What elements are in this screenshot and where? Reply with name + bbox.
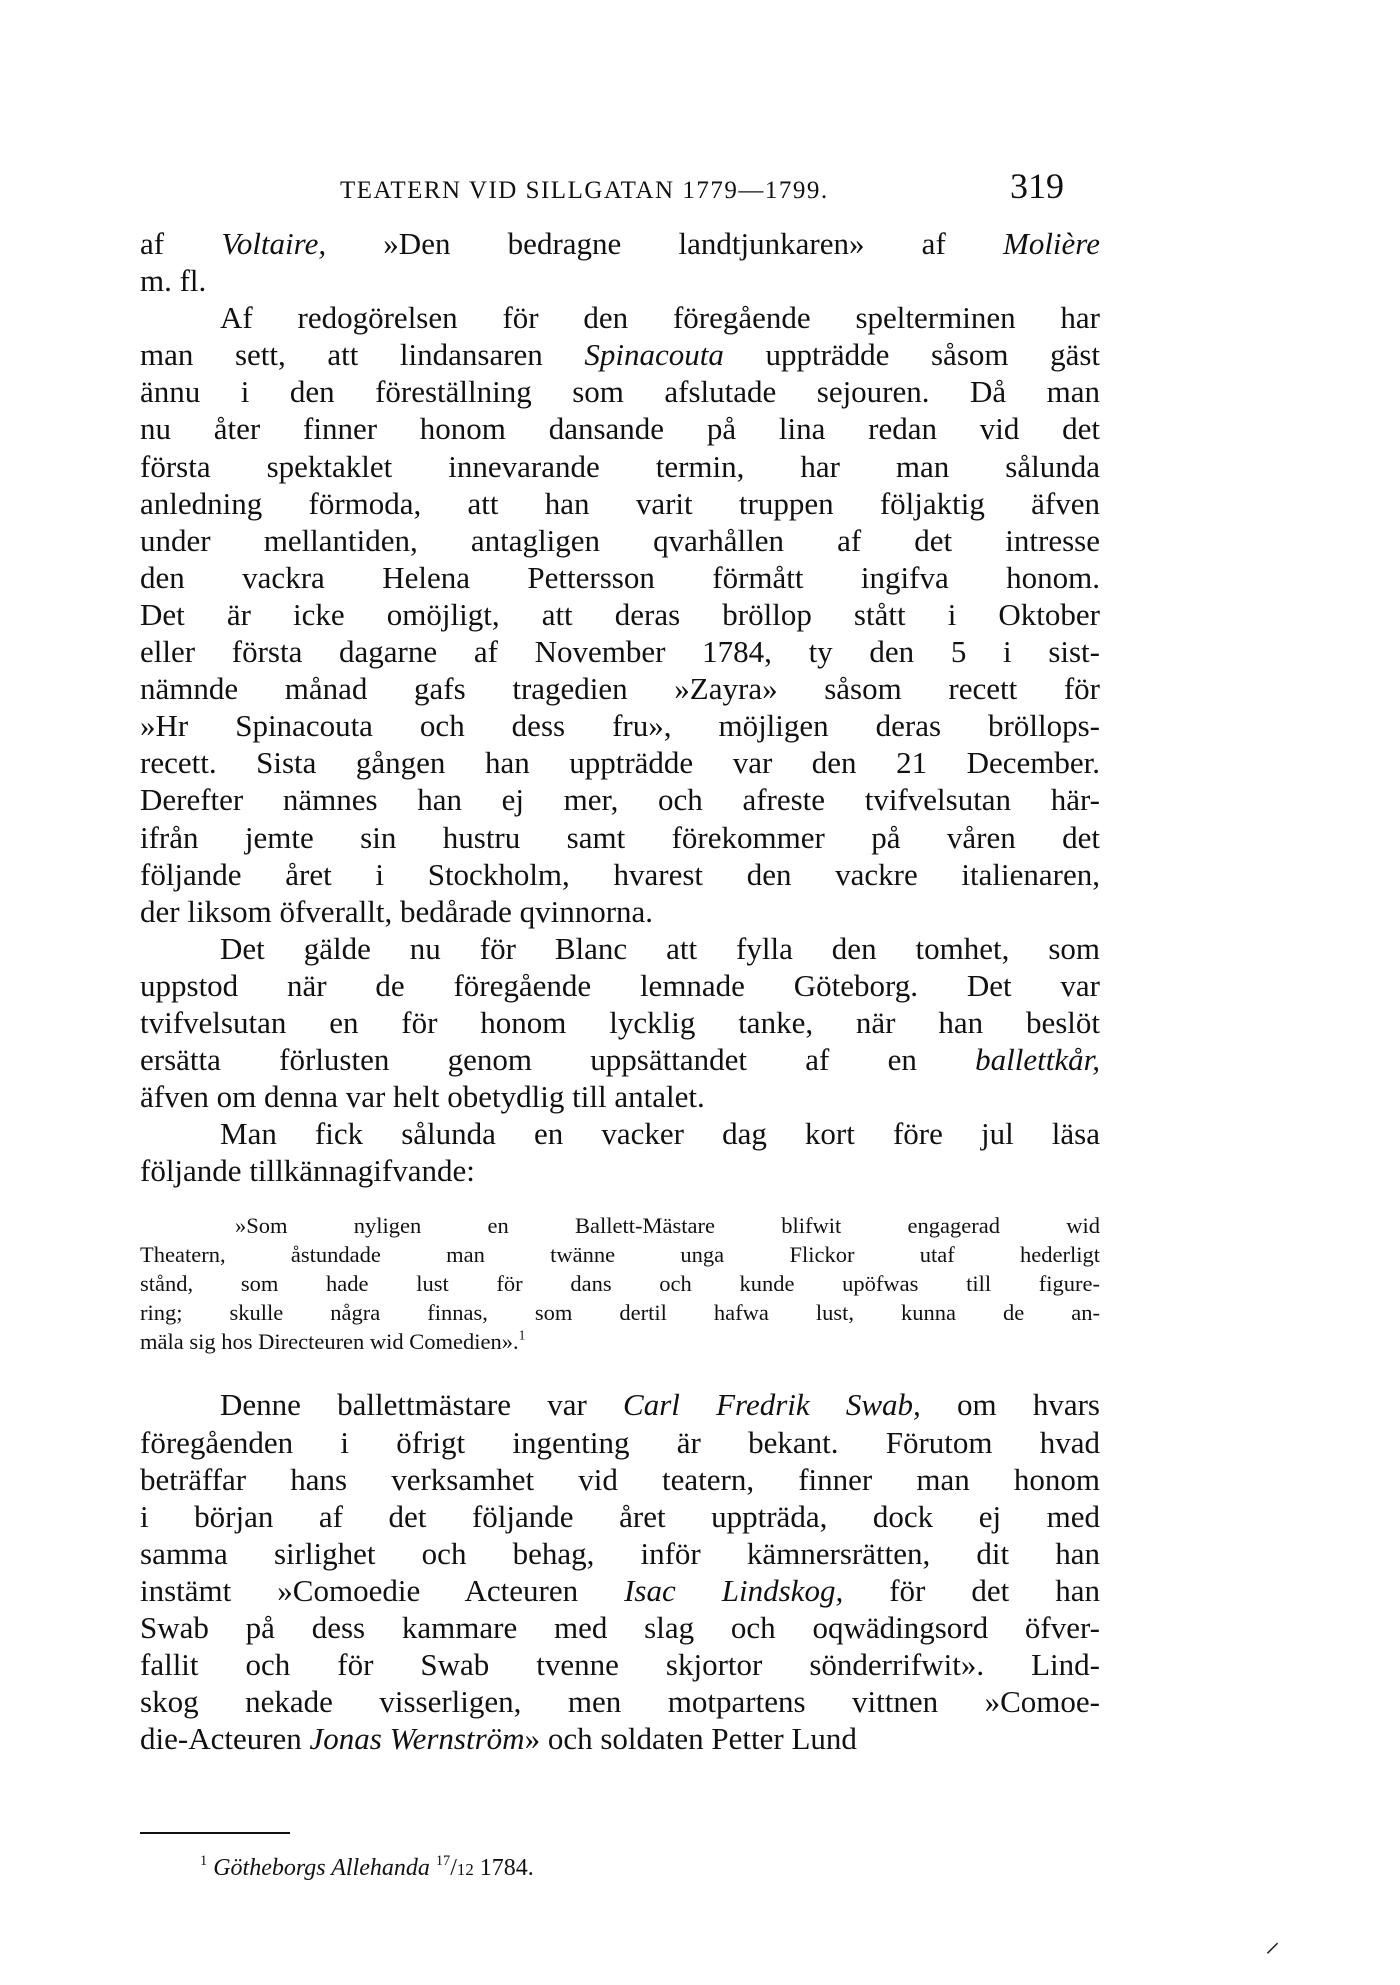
text-line: skog nekade visserligen, men motpartens vittnen »Comoe-	[140, 1684, 1100, 1720]
italic-name: ballettkår,	[975, 1042, 1100, 1078]
italic-name: Jonas Wernström	[309, 1721, 525, 1757]
paragraph-3	[140, 930, 1100, 1115]
text-line: den vackra Helena Pettersson förmått ingifva honom.	[140, 559, 1100, 595]
text-line: stånd, som hade lust för dans och kunde upöfwas till figure-	[140, 1271, 1100, 1297]
text-line: ring; skulle några finnas, som dertil hafwa lust, kunna de an-	[140, 1300, 1100, 1326]
text-line: följande året i Stockholm, hvarest den vackre italienaren,	[140, 856, 1100, 892]
italic-name: Voltaire,	[221, 226, 327, 261]
text-line: Denne ballettmästare var Carl Fredrik Swab, om hvars	[220, 1387, 1100, 1423]
text-line: Det gälde nu för Blanc att fylla den tomhet, som	[220, 930, 1100, 966]
text-line: föregåenden i öfrigt ingenting är bekant. Förutom hvad	[140, 1424, 1100, 1460]
text-line: Det är icke omöjligt, att deras bröllop stått i Oktober	[140, 596, 1100, 632]
paragraph-1	[140, 225, 1100, 299]
running-title: TEATERN VID SILLGATAN 1779—1799.	[340, 177, 829, 204]
text-line: under mellantiden, antagligen qvarhållen af det intresse	[140, 522, 1100, 558]
footnote-rule	[140, 1832, 290, 1834]
text-line: ifrån jemte sin hustru samt förekommer på våren det	[140, 819, 1100, 855]
text-line: första spektaklet innevarande termin, har man sålunda	[140, 448, 1100, 484]
text-line: nämnde månad gafs tragedien »Zayra» såsom recett för	[140, 671, 1100, 707]
block-quote-announcement	[140, 1211, 1100, 1356]
text-line: Theatern, åstundade man twänne unga Flickor utaf hederligt	[140, 1242, 1100, 1268]
text-line: fallit och för Swab tvenne skjortor sönderrifwit». Lind-	[140, 1647, 1100, 1683]
page-content	[140, 165, 1100, 1757]
text-line: eller första dagarne af November 1784, ty den 5 i sist-	[140, 634, 1100, 670]
text-line: instämt »Comoedie Acteuren Isac Lindskog, för det han	[140, 1572, 1101, 1608]
text-line: recett. Sista gången han uppträdde var den 21 December.	[140, 745, 1100, 781]
text-line: äfven om denna var helt obetydlig till antalet.	[140, 1079, 705, 1115]
running-head	[140, 165, 1100, 225]
paragraph-5	[140, 1386, 1100, 1757]
italic-name: Molière	[1003, 226, 1100, 261]
text-line: die-Acteuren Jonas Wernström» och soldaten Petter Lund	[140, 1721, 857, 1757]
text-line: tvifvelsutan en för honom lycklig tanke, när han beslöt	[140, 1004, 1100, 1040]
italic-name: Isac Lindskog,	[624, 1572, 844, 1608]
text-line: Af redogörelsen för den föregående spelterminen har	[220, 300, 1100, 336]
paragraph-2	[140, 299, 1100, 930]
text-line: »Hr Spinacouta och dess fru», möjligen deras bröllops-	[140, 708, 1100, 744]
italic-name: Carl Fredrik Swab,	[623, 1387, 921, 1423]
italic-name: Spinacouta	[584, 337, 724, 373]
footnote-marker: 1	[200, 1852, 208, 1869]
paragraph-4	[140, 1115, 1100, 1189]
text-line: man sett, att lindansaren Spinacouta uppträdde såsom gäst	[140, 337, 1101, 373]
text-line: Swab på dess kammare med slag och oqwädingsord öfver-	[140, 1610, 1100, 1645]
footnote-year: 1784.	[473, 1855, 534, 1881]
text-line: »Som nyligen en Ballett-Mästare blifwit engagerad wid	[235, 1213, 1100, 1239]
text-line: uppstod när de föregående lemnade Göteborg. Det var	[140, 967, 1100, 1003]
margin-mark: ⸍	[1265, 1938, 1280, 1971]
footnote-source: Götheborgs Allehanda	[213, 1855, 430, 1881]
text-line: nu åter finner honom dansande på lina redan vid det	[140, 411, 1100, 447]
text-line: samma sirlighet och behag, inför kämnersrätten, dit han	[140, 1535, 1100, 1571]
text-line: följande tillkännagifvande:	[140, 1153, 475, 1189]
text-line: mäla sig hos Directeuren wid Comedien».$^1$	[140, 1328, 526, 1355]
footnote-date: $^{17}$/12	[435, 1852, 474, 1881]
text-line: beträffar hans verksamhet vid teatern, finner man honom	[140, 1461, 1100, 1497]
footnote-reference: 1	[518, 1328, 526, 1343]
text-line: i början af det följande året uppträda, dock ej med	[140, 1498, 1100, 1534]
page-number: 319	[1010, 166, 1064, 206]
text-line: anledning förmoda, att han varit truppen följaktig äfven	[140, 485, 1100, 521]
text-line: Derefter nämnes han ej mer, och afreste tvifvelsutan här-	[140, 782, 1100, 818]
text-line: ännu i den föreställning som afslutade sejouren. Då man	[140, 374, 1100, 410]
text-line: der liksom öfverallt, bedårade qvinnorna.	[140, 893, 654, 929]
text-line: ersätta förlusten genom uppsättandet af en ballettkår,	[140, 1042, 1100, 1078]
text-line: m. fl.	[140, 263, 207, 299]
text-line: Man fick sålunda en vacker dag kort före jul läsa	[220, 1116, 1100, 1152]
footnote-1	[200, 1852, 534, 1882]
text-line: af Voltaire, »Den bedragne landtjunkaren» af Molière	[140, 226, 1100, 261]
